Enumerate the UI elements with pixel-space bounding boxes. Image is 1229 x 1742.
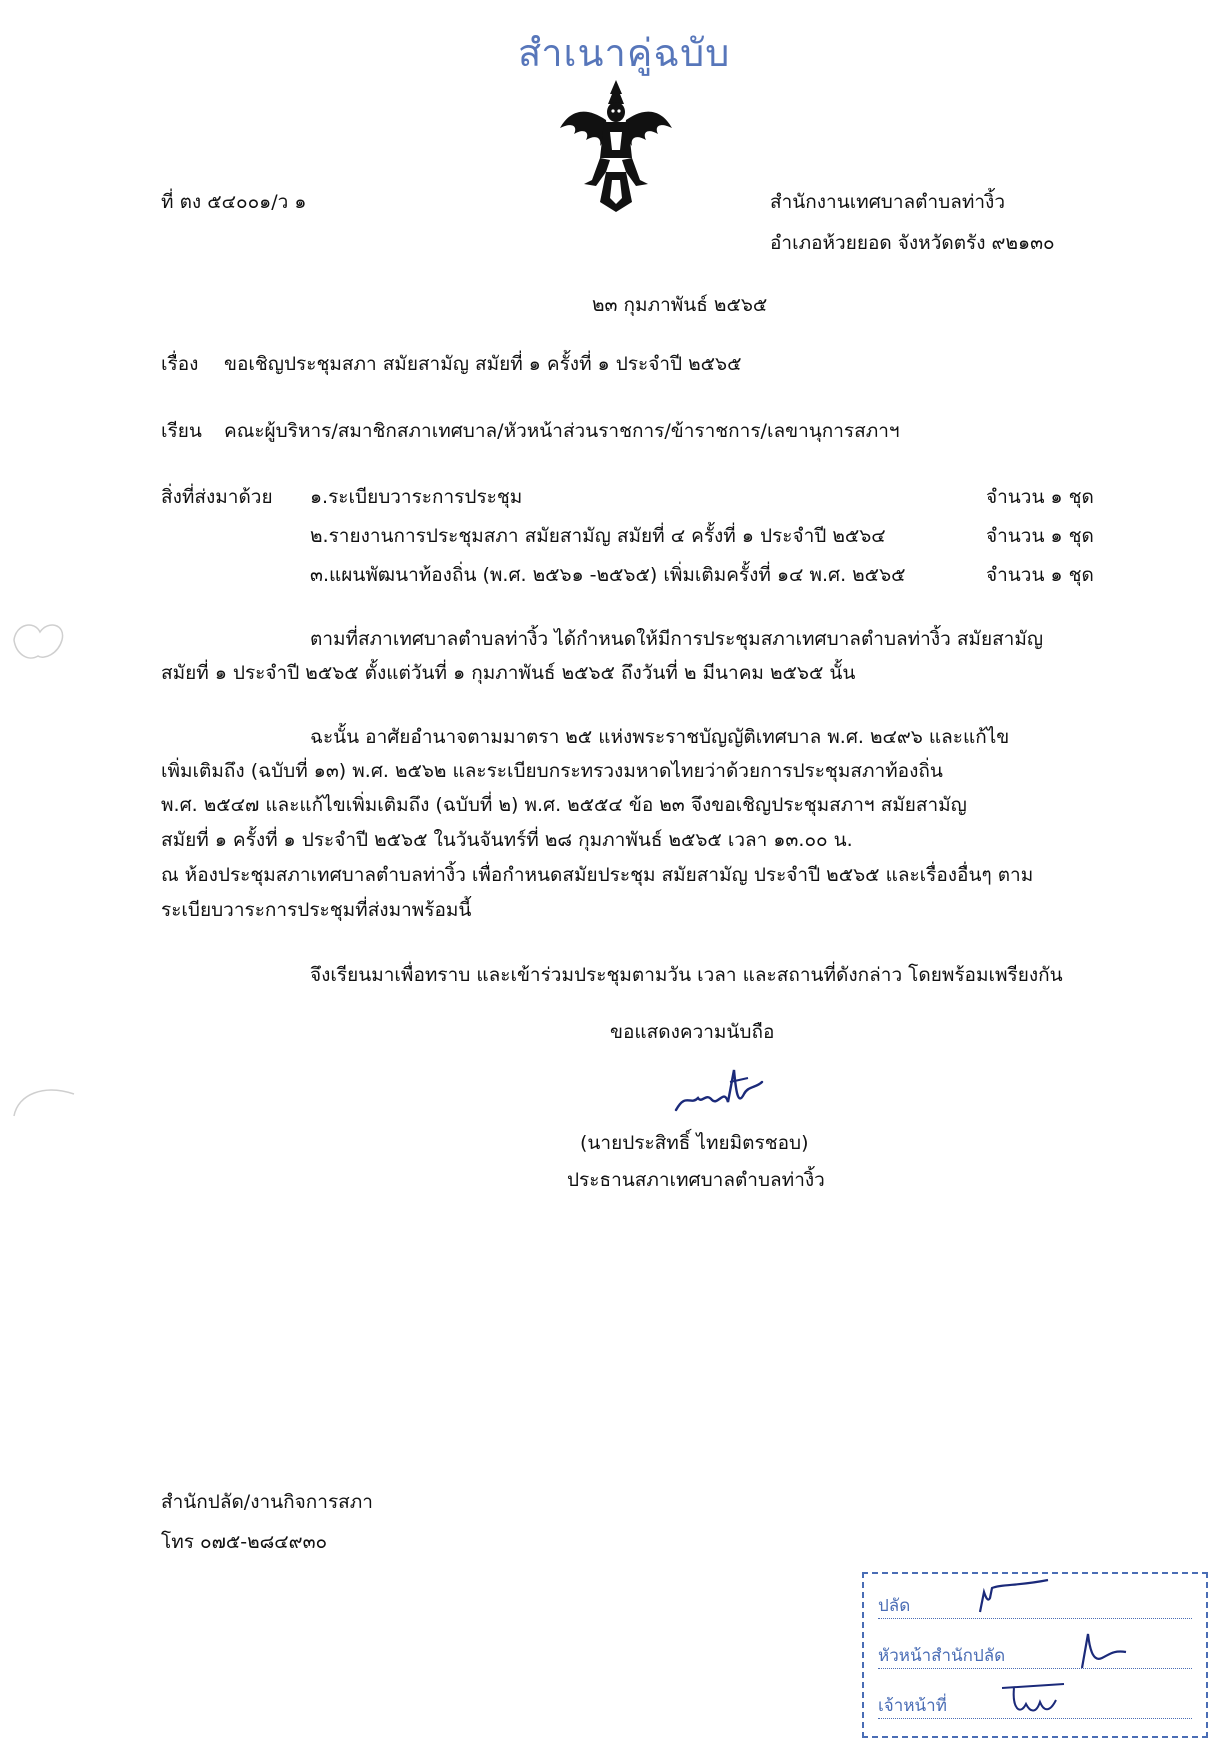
- reference-number: ที่ ตง ๕๔๐๐๑/ว ๑: [161, 191, 307, 213]
- scan-mark: [4, 1080, 84, 1120]
- enclosure-qty: จำนวน ๑ ชุด: [986, 486, 1094, 508]
- body-paragraph-line: ณ ห้องประชุมสภาเทศบาลตำบลท่างิ้ว เพื่อกำหนดสมัยประชุม สมัยสามัญ ประจำปี ๒๕๖๕ และเรื่องอื่นๆ ตาม: [161, 864, 1034, 886]
- regards: ขอแสดงความนับถือ: [610, 1021, 775, 1043]
- signature: [672, 1062, 772, 1122]
- copy-stamp: สำเนาคู่ฉบับ: [518, 31, 731, 75]
- enclosure-item: ๒.รายงานการประชุมสภา สมัยสามัญ สมัยที่ ๔ ครั้งที่ ๑ ประจำปี ๒๕๖๔: [310, 525, 886, 547]
- office-name: สำนักงานเทศบาลตำบลท่างิ้ว: [770, 191, 1005, 213]
- body-paragraph-line: สมัยที่ ๑ ครั้งที่ ๑ ประจำปี ๒๕๖๕ ในวันจันทร์ที่ ๒๘ กุมภาพันธ์ ๒๕๖๕ เวลา ๑๓.๐๐ น.: [161, 829, 853, 851]
- routing-row-label: หัวหน้าสำนักปลัด: [878, 1646, 1006, 1666]
- body-paragraph-line: ระเบียบวาระการประชุมที่ส่งมาพร้อมนี้: [161, 899, 472, 921]
- scan-mark: [4, 610, 74, 670]
- routing-row-label: เจ้าหน้าที่: [878, 1696, 947, 1716]
- phone-number: โทร ๐๗๕-๒๘๔๙๓๐: [161, 1531, 328, 1553]
- enclosure-qty: จำนวน ๑ ชุด: [986, 525, 1094, 547]
- body-paragraph-line: พ.ศ. ๒๕๔๗ และแก้ไขเพิ่มเติมถึง (ฉบับที่ ๒) พ.ศ. ๒๕๕๔ ข้อ ๒๓ จึงขอเชิญประชุมสภาฯ สมัยสามัญ: [161, 794, 967, 816]
- routing-row-label: ปลัด: [878, 1596, 911, 1616]
- subject-text: ขอเชิญประชุมสภา สมัยสามัญ สมัยที่ ๑ ครั้งที่ ๑ ประจำปี ๒๕๖๕: [224, 353, 742, 375]
- body-paragraph-line: สมัยที่ ๑ ประจำปี ๒๕๖๕ ตั้งแต่วันที่ ๑ กุมภาพันธ์ ๒๕๖๕ ถึงวันที่ ๒ มีนาคม ๒๕๖๕ นั้น: [161, 662, 856, 684]
- office-address: อำเภอห้วยยอด จังหวัดตรัง ๙๒๑๓๐: [770, 232, 1055, 254]
- routing-initial-mark: [994, 1678, 1074, 1722]
- body-paragraph-line: ตามที่สภาเทศบาลตำบลท่างิ้ว ได้กำหนดให้มีการประชุมสภาเทศบาลตำบลท่างิ้ว สมัยสามัญ: [310, 628, 1044, 650]
- closing-paragraph: จึงเรียนมาเพื่อทราบ และเข้าร่วมประชุมตามวัน เวลา และสถานที่ดังกล่าว โดยพร้อมเพรียงกัน: [310, 964, 1063, 986]
- garuda-emblem-icon: [556, 76, 676, 216]
- subject-label: เรื่อง: [161, 353, 199, 375]
- enclosures-label: สิ่งที่ส่งมาด้วย: [161, 486, 273, 508]
- enclosure-qty: จำนวน ๑ ชุด: [986, 564, 1094, 586]
- routing-initial-mark: [1074, 1628, 1134, 1672]
- body-paragraph-line: เพิ่มเติมถึง (ฉบับที่ ๑๓) พ.ศ. ๒๕๖๒ และระเบียบกระทรวงมหาดไทยว่าด้วยการประชุมสภาท้องถิ่น: [161, 760, 943, 782]
- body-paragraph-line: ฉะนั้น อาศัยอำนาจตามมาตรา ๒๕ แห่งพระราชบัญญัติเทศบาล พ.ศ. ๒๔๙๖ และแก้ไข: [310, 726, 1010, 748]
- enclosure-item: ๓.แผนพัฒนาท้องถิ่น (พ.ศ. ๒๕๖๑ -๒๕๖๕) เพิ่มเติมครั้งที่ ๑๔ พ.ศ. ๒๕๖๕: [310, 564, 906, 586]
- received-routing-stamp: [862, 1572, 1208, 1738]
- enclosure-item: ๑.ระเบียบวาระการประชุม: [310, 486, 523, 508]
- letter-date: ๒๓ กุมภาพันธ์ ๒๕๖๕: [592, 294, 768, 316]
- signatory-position: ประธานสภาเทศบาลตำบลท่างิ้ว: [567, 1169, 825, 1191]
- routing-initial-mark: [974, 1578, 1054, 1618]
- signatory-name: (นายประสิทธิ์ ไทยมิตรชอบ): [580, 1132, 809, 1154]
- salutation-label: เรียน: [161, 420, 202, 442]
- salutation-text: คณะผู้บริหาร/สมาชิกสภาเทศบาล/หัวหน้าส่วนราชการ/ข้าราชการ/เลขานุการสภาฯ: [224, 420, 900, 442]
- department: สำนักปลัด/งานกิจการสภา: [161, 1491, 373, 1513]
